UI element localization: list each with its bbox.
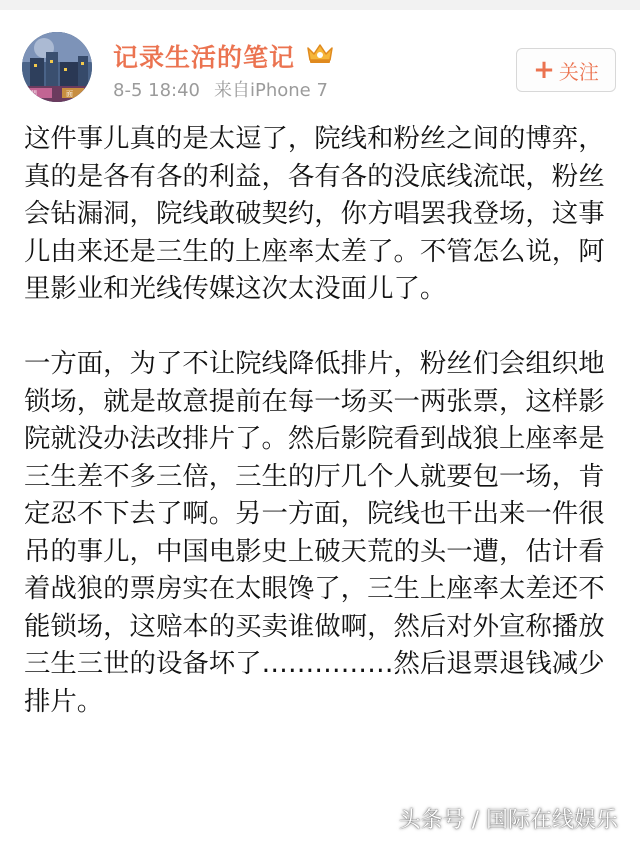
vip-crown-icon	[306, 42, 334, 64]
top-divider-strip	[0, 0, 640, 10]
post-body	[24, 120, 624, 720]
post-paragraph: 一方面，为了不让院线降低排片，粉丝们会组织地锁场，就是故意提前在每一场买一两张票，这样影院就没办法改排片了。然后影院看到战狼上座率是三生差不多三倍，三生的厅几个人就要包一场，肯定忍不下去了啊。另一方面，院线也干出来一件很吊的事儿，中国电影史上破天荒的头一遭，估计看着战狼的票房实在太眼馋了，三生上座率太差还不能锁场，这赔本的买卖谁做啊，然后对外宣称播放三生三世的设备坏了……………然后退票退钱减少排片。	[24, 348, 605, 717]
plus-icon: +	[533, 55, 555, 85]
author-avatar[interactable]	[22, 32, 92, 102]
city-night-avatar-icon	[22, 32, 92, 102]
post-meta	[113, 76, 328, 102]
weibo-post-card	[0, 10, 640, 844]
svg-text:門: 門	[30, 90, 37, 98]
post-source[interactable]: 来自iPhone 7	[214, 80, 328, 101]
svg-text:面: 面	[66, 90, 73, 98]
follow-label: 关注	[558, 59, 599, 84]
author-name[interactable]: 记录生活的笔记	[113, 43, 296, 72]
post-paragraph: 这件事儿真的是太逗了，院线和粉丝之间的博弈，真的是各有各的利益，各有各的没底线流氓，粉丝会钻漏洞，院线敢破契约，你方唱罢我登场，这事儿由来还是三生的上座率太差了。不管怎么说，阿里影业和光线传媒这次太没面儿了。	[24, 123, 605, 304]
source-watermark: 头条号 / 国际在线娱乐	[398, 808, 618, 833]
post-time: 8-5 18:40	[113, 80, 200, 101]
follow-button[interactable]	[516, 48, 616, 92]
